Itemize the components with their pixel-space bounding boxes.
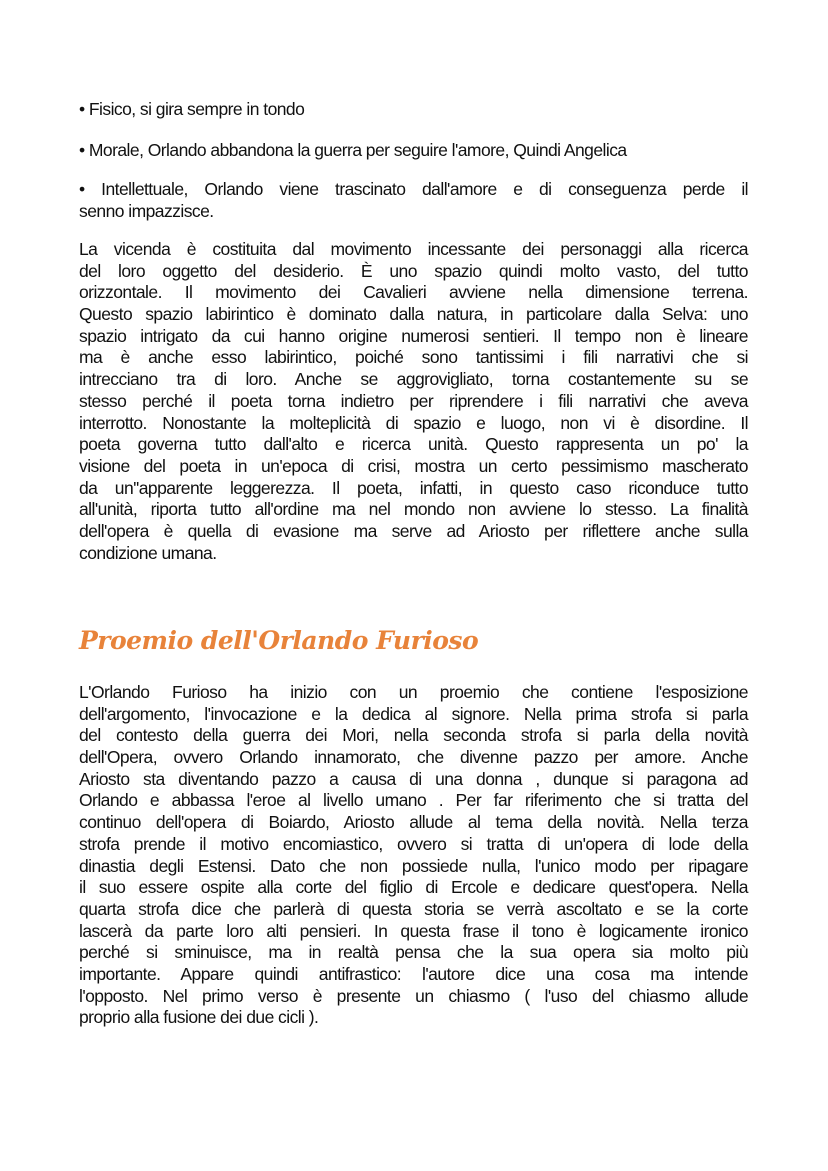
- text-line: • Morale, Orlando abbandona la guerra per seguire l'amore, Quindi Angelica: [79, 140, 627, 160]
- text-line: senno impazzisce.: [79, 200, 214, 221]
- text-line: Orlando e abbassa l'eroe al livello umano . Per far riferimento che si tratta del: [79, 790, 748, 811]
- text-line: importante. Appare quindi antifrastico: l'autore dice una cosa ma intende: [79, 963, 748, 984]
- text-line: strofa prende il motivo encomiastico, ovvero si tratta di un'opera di lode della: [79, 833, 748, 854]
- text-line: del loro oggetto del desiderio. È uno spazio quindi molto vasto, del tutto: [79, 260, 748, 281]
- text-line: perché si sminuisce, ma in realtà pensa che la sua opera sia molto più: [79, 942, 748, 963]
- text-line: Ariosto sta diventando pazzo a causa di una donna , dunque si paragona ad: [79, 768, 748, 789]
- text-line: lascerà da parte loro alti pensieri. In questa frase il tono è logicamente ironico: [79, 920, 748, 941]
- text-line: condizione umana.: [79, 542, 217, 563]
- text-line: il suo essere ospite alla corte del figlio di Ercole e dedicare quest'opera. Nella: [79, 877, 748, 898]
- text-line: dinastia degli Estensi. Dato che non possiede nulla, l'unico modo per ripagare: [79, 855, 748, 876]
- text-line: intrecciano tra di loro. Anche se aggrovigliato, torna costantemente su se: [79, 369, 748, 390]
- text-line: orizzontale. Il movimento dei Cavalieri avviene nella dimensione terrena.: [79, 282, 748, 303]
- text-line: l'opposto. Nel primo verso è presente un chiasmo ( l'uso del chiasmo allude: [79, 985, 748, 1006]
- text-line: all'unità, riporta tutto all'ordine ma nel mondo non avviene lo stesso. La finalità: [79, 499, 748, 520]
- text-line: stesso perché il poeta torna indietro per riprendere i fili narrativi che aveva: [79, 390, 748, 411]
- text-line: poeta governa tutto dall'alto e ricerca unità. Questo rappresenta un po' la: [79, 434, 748, 455]
- text-line: ma è anche esso labirintico, poiché sono tantissimi i fili narrativi che si: [79, 347, 748, 368]
- text-line: • Intellettuale, Orlando viene trascinato dall'amore e di conseguenza perde il: [79, 179, 748, 199]
- text-line: dell'opera è quella di evasione ma serve ad Ariosto per riflettere anche sulla: [79, 520, 748, 541]
- text-line: proprio alla fusione dei due cicli ).: [79, 1007, 319, 1028]
- text-line: L'Orlando Furioso ha inizio con un proemio che contiene l'esposizione: [79, 682, 748, 702]
- text-line: continuo dell'opera di Boiardo, Ariosto allude al tema della novità. Nella terza: [79, 812, 748, 833]
- text-line: Questo spazio labirintico è dominato dalla natura, in particolare dalla Selva: uno: [79, 304, 748, 325]
- text-line: visione del poeta in un'epoca di crisi, mostra un certo pessimismo mascherato: [79, 455, 748, 476]
- bullet-item-intellettuale: [79, 179, 748, 222]
- bullet-item-morale: [79, 140, 748, 162]
- paragraph-proemio: [79, 682, 748, 1029]
- paragraph-vicenda: [79, 239, 748, 564]
- bullet-item-fisico: [79, 99, 748, 121]
- text-line: dell'argomento, l'invocazione e la dedica al signore. Nella prima strofa si parla: [79, 703, 748, 724]
- text-line: quarta strofa dice che parlerà di questa storia se verrà ascoltato e se la corte: [79, 898, 748, 919]
- text-line: da un''apparente leggerezza. Il poeta, infatti, in questo caso riconduce tutto: [79, 477, 748, 498]
- text-line: spazio intrigato da cui hanno origine numerosi sentieri. Il tempo non è lineare: [79, 325, 748, 346]
- text-line: • Fisico, si gira sempre in tondo: [79, 99, 305, 119]
- text-line: del contesto della guerra dei Mori, nella seconda strofa si parla della novità: [79, 725, 748, 746]
- section-heading: Proemio dell'Orlando Furioso: [79, 626, 479, 655]
- text-line: dell'Opera, ovvero Orlando innamorato, che divenne pazzo per amore. Anche: [79, 747, 748, 768]
- text-line: La vicenda è costituita dal movimento incessante dei personaggi alla ricerca: [79, 239, 748, 259]
- text-line: interrotto. Nonostante la molteplicità di spazio e luogo, non vi è disordine. Il: [79, 412, 748, 433]
